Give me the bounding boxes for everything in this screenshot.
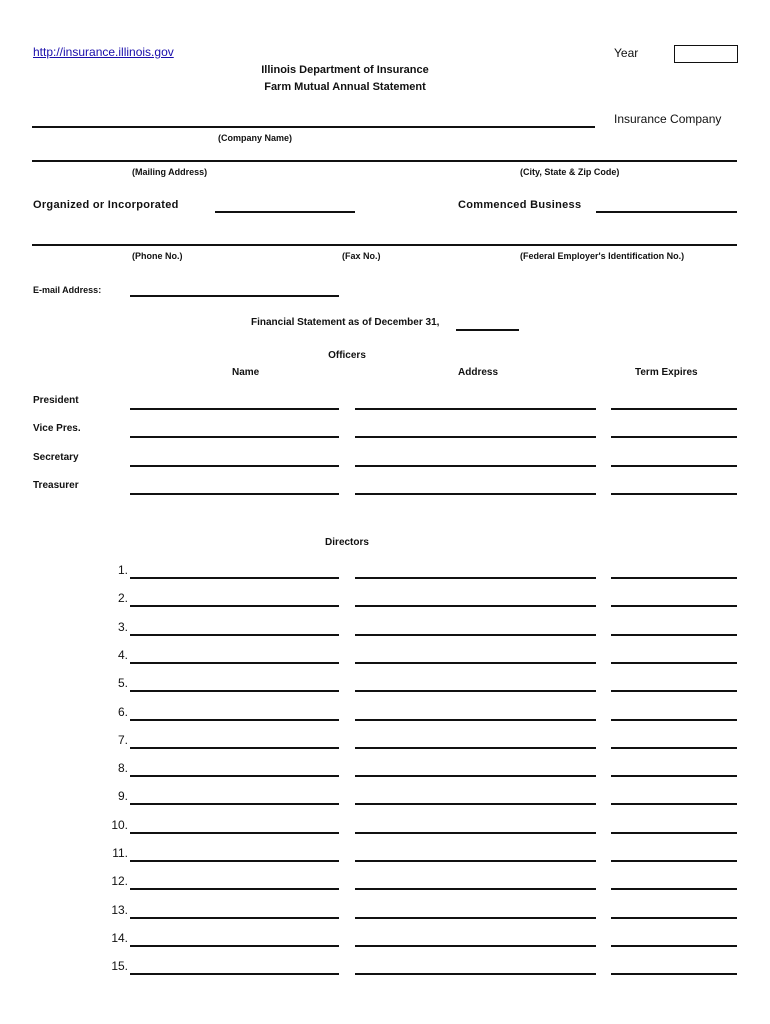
director-term-field[interactable] (611, 662, 737, 664)
city-state-zip-caption: (City, State & Zip Code) (520, 167, 620, 177)
statement-title: Farm Mutual Annual Statement (264, 81, 426, 93)
company-name-field[interactable] (32, 126, 595, 128)
director-row-number: 10. (111, 818, 128, 832)
officer-name-field[interactable] (130, 408, 339, 410)
officer-row-label: Treasurer (33, 480, 79, 491)
officer-term-field[interactable] (611, 493, 737, 495)
financial-year-field[interactable] (456, 329, 519, 331)
director-address-field[interactable] (355, 917, 596, 919)
fax-caption: (Fax No.) (342, 251, 381, 261)
financial-statement-label: Financial Statement as of December 31, (251, 317, 440, 328)
phone-fax-fein-field[interactable] (32, 244, 737, 246)
director-row-number: 3. (117, 620, 128, 634)
director-address-field[interactable] (355, 973, 596, 975)
director-term-field[interactable] (611, 860, 737, 862)
director-row-number: 4. (117, 648, 128, 662)
director-name-field[interactable] (130, 662, 339, 664)
director-row-number: 6. (117, 705, 128, 719)
director-term-field[interactable] (611, 832, 737, 834)
director-address-field[interactable] (355, 860, 596, 862)
company-name-caption: (Company Name) (217, 133, 292, 143)
director-name-field[interactable] (130, 973, 339, 975)
director-name-field[interactable] (130, 860, 339, 862)
director-row-number: 2. (117, 591, 128, 605)
officer-name-field[interactable] (130, 493, 339, 495)
director-term-field[interactable] (611, 888, 737, 890)
fein-caption: (Federal Employer's Identification No.) (520, 251, 685, 261)
email-label: E-mail Address: (33, 285, 102, 295)
year-label: Year (614, 46, 639, 60)
director-name-field[interactable] (130, 605, 339, 607)
director-name-field[interactable] (130, 577, 339, 579)
officers-address-header: Address (458, 367, 499, 378)
officers-term-header: Term Expires (635, 367, 698, 378)
department-title: Illinois Department of Insurance (261, 64, 429, 76)
officer-name-field[interactable] (130, 465, 339, 467)
director-name-field[interactable] (130, 888, 339, 890)
officer-address-field[interactable] (355, 493, 596, 495)
phone-caption: (Phone No.) (132, 251, 183, 261)
director-address-field[interactable] (355, 832, 596, 834)
director-row-number: 12. (111, 874, 128, 888)
officer-row-label: Secretary (33, 452, 79, 463)
director-name-field[interactable] (130, 917, 339, 919)
officers-name-header: Name (232, 367, 260, 378)
director-address-field[interactable] (355, 719, 596, 721)
director-row-number: 11. (112, 846, 128, 860)
director-name-field[interactable] (130, 832, 339, 834)
officer-term-field[interactable] (611, 436, 737, 438)
director-term-field[interactable] (611, 747, 737, 749)
insurance-website-link[interactable]: http://insurance.illinois.gov (33, 45, 174, 59)
director-name-field[interactable] (130, 747, 339, 749)
director-address-field[interactable] (355, 775, 596, 777)
director-address-field[interactable] (355, 577, 596, 579)
director-address-field[interactable] (355, 945, 596, 947)
director-name-field[interactable] (130, 719, 339, 721)
director-row-number: 5. (117, 676, 128, 690)
mailing-address-caption: (Mailing Address) (132, 167, 208, 177)
director-row-number: 9. (117, 789, 128, 803)
director-term-field[interactable] (611, 605, 737, 607)
director-term-field[interactable] (611, 973, 737, 975)
director-term-field[interactable] (611, 719, 737, 721)
director-name-field[interactable] (130, 945, 339, 947)
director-address-field[interactable] (355, 747, 596, 749)
director-row-number: 8. (117, 761, 128, 775)
director-row-number: 13. (111, 903, 128, 917)
director-name-field[interactable] (130, 803, 339, 805)
director-address-field[interactable] (355, 803, 596, 805)
director-row-number: 14. (111, 931, 128, 945)
officer-term-field[interactable] (611, 408, 737, 410)
commenced-field[interactable] (596, 211, 737, 213)
email-field[interactable] (130, 295, 339, 297)
officer-term-field[interactable] (611, 465, 737, 467)
director-term-field[interactable] (611, 803, 737, 805)
director-name-field[interactable] (130, 690, 339, 692)
mailing-address-field[interactable] (32, 160, 737, 162)
officer-address-field[interactable] (355, 408, 596, 410)
director-row-number: 1. (117, 563, 128, 577)
director-term-field[interactable] (611, 690, 737, 692)
director-row-number: 15. (111, 959, 128, 973)
officer-address-field[interactable] (355, 436, 596, 438)
director-address-field[interactable] (355, 605, 596, 607)
director-term-field[interactable] (611, 634, 737, 636)
officer-row-label: Vice Pres. (33, 423, 81, 434)
directors-heading: Directors (325, 537, 369, 548)
officer-name-field[interactable] (130, 436, 339, 438)
director-address-field[interactable] (355, 690, 596, 692)
insurance-company-label: Insurance Company (614, 112, 722, 126)
director-address-field[interactable] (355, 634, 596, 636)
director-term-field[interactable] (611, 775, 737, 777)
director-term-field[interactable] (611, 917, 737, 919)
officer-row-label: President (33, 395, 79, 406)
director-term-field[interactable] (611, 945, 737, 947)
director-term-field[interactable] (611, 577, 737, 579)
officer-address-field[interactable] (355, 465, 596, 467)
director-address-field[interactable] (355, 662, 596, 664)
commenced-label: Commenced Business (458, 199, 582, 211)
director-row-number: 7. (117, 733, 128, 747)
director-name-field[interactable] (130, 634, 339, 636)
officers-heading: Officers (328, 350, 366, 361)
director-name-field[interactable] (130, 775, 339, 777)
organized-field[interactable] (215, 211, 355, 213)
year-field[interactable] (674, 45, 738, 63)
organized-label: Organized or Incorporated (33, 199, 179, 211)
director-address-field[interactable] (355, 888, 596, 890)
